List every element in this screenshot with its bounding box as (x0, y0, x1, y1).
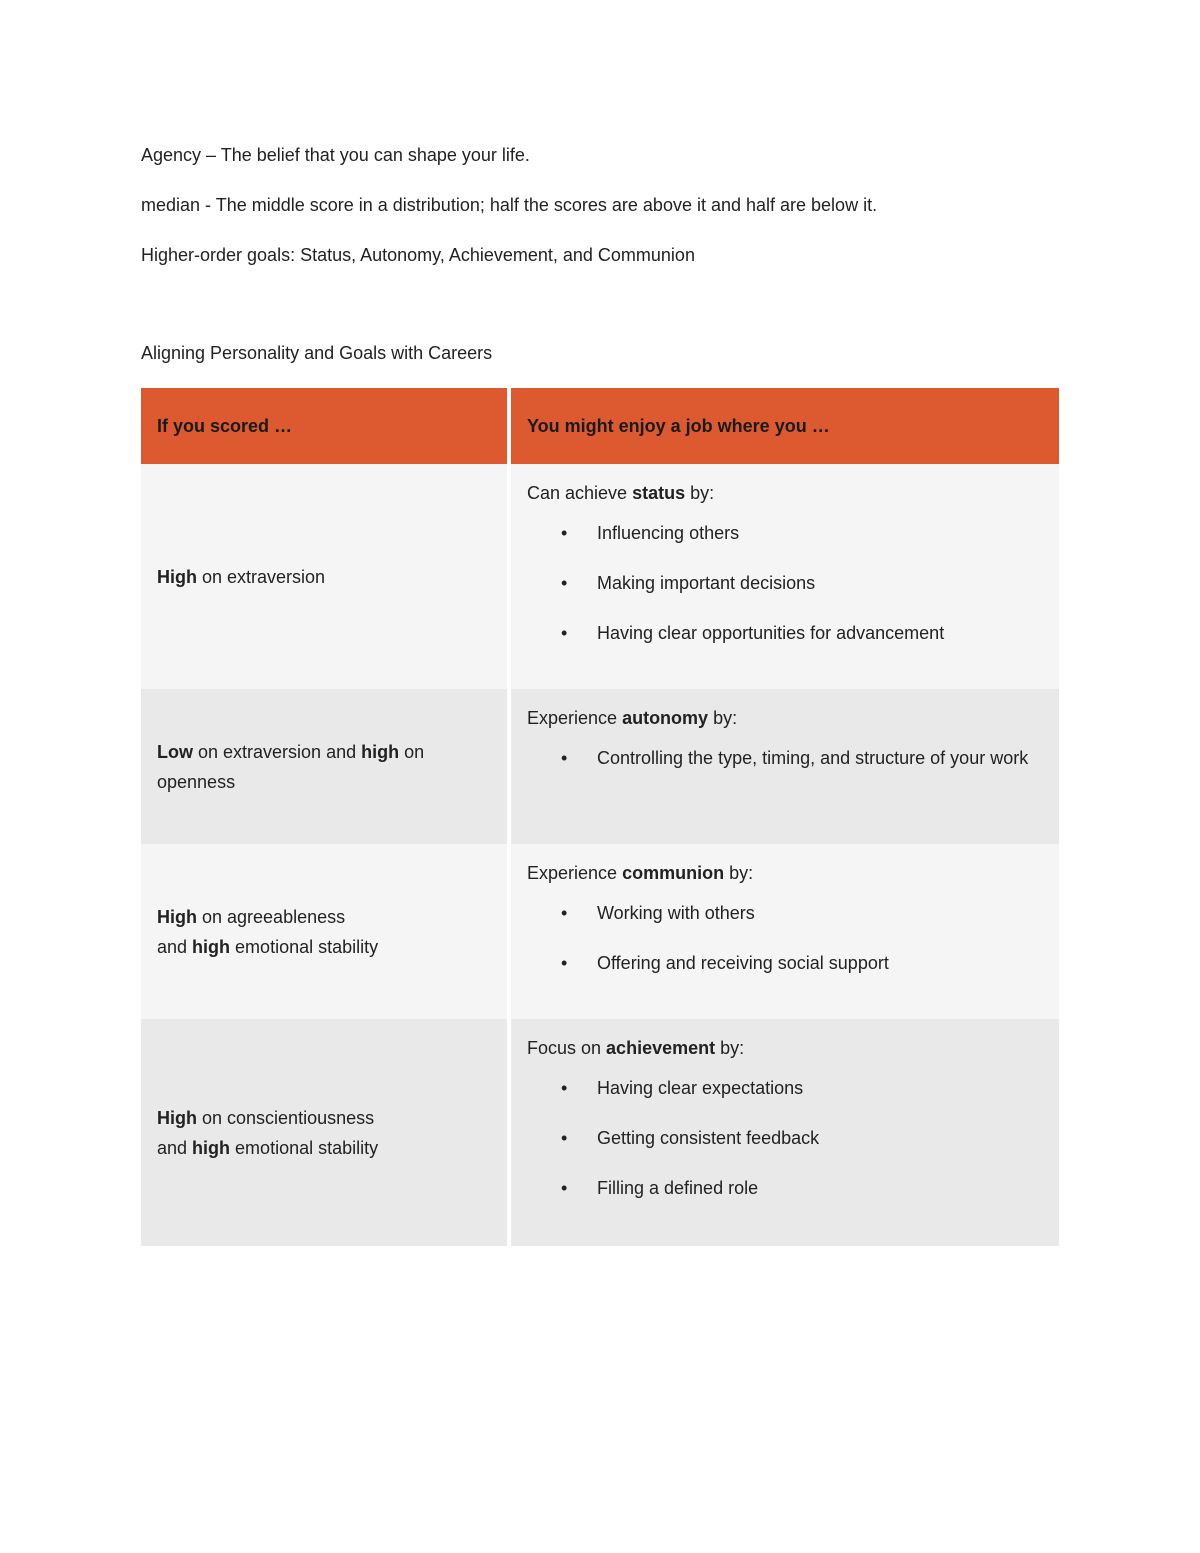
definition-median: median - The middle score in a distribution; half the scores are above it and half are below it. (141, 195, 878, 215)
list-item-text: Having clear expectations (597, 1078, 804, 1098)
list-item (527, 898, 1043, 928)
bullet-list (527, 1073, 1043, 1203)
bullet-list (527, 743, 1043, 773)
list-item-text: Influencing others (597, 523, 740, 543)
goal-name: status (632, 483, 686, 503)
list-item (527, 518, 1043, 548)
score-trait: on conscientiousness (197, 1107, 375, 1128)
table-row (141, 689, 1059, 844)
bullet-list (527, 898, 1043, 978)
list-item-text: Making important decisions (597, 573, 816, 593)
score-line (157, 902, 378, 932)
goal-lead (527, 478, 1043, 508)
definition-agency: Agency – The belief that you can shape your life. (141, 145, 530, 165)
score-connector: and (157, 936, 193, 957)
goal-lead (527, 703, 1043, 733)
bullet-icon: • (561, 1128, 568, 1148)
score-text (157, 902, 378, 962)
list-item (527, 1173, 1043, 1203)
bullet-icon: • (561, 1078, 568, 1098)
score-trait: emotional stability (230, 936, 379, 957)
list-item (527, 743, 1043, 773)
score-connector: and (157, 1137, 193, 1158)
list-item-text: Controlling the type, timing, and structure of your work (597, 748, 1029, 768)
bullet-list (527, 518, 1043, 648)
list-item-text: Working with others (597, 903, 755, 923)
score-emphasis: High (157, 566, 197, 587)
table-row (141, 1019, 1059, 1246)
score-trait: on extraversion (197, 566, 326, 587)
goal-lead-prefix: Experience (527, 708, 623, 728)
career-alignment-table (141, 388, 1059, 1246)
score-trait: on extraversion and (193, 741, 362, 762)
table-header-row (141, 388, 1059, 464)
bullet-icon: • (561, 623, 568, 643)
score-line (157, 1133, 378, 1163)
score-emphasis: high (192, 936, 231, 957)
goal-name: communion (622, 863, 725, 883)
goal-lead-prefix: Can achieve (527, 483, 633, 503)
goal-lead-suffix: by: (685, 483, 715, 503)
score-cell (141, 1019, 507, 1246)
list-item-text: Having clear opportunities for advancement (597, 623, 945, 643)
score-trait: on agreeableness (197, 906, 346, 927)
score-line (157, 1103, 378, 1133)
list-item (527, 1073, 1043, 1103)
score-text (157, 737, 491, 797)
score-text (157, 562, 325, 592)
bullet-icon: • (561, 903, 568, 923)
bullet-icon: • (561, 573, 568, 593)
list-item-text: Offering and receiving social support (597, 953, 889, 973)
goal-lead-prefix: Focus on (527, 1038, 607, 1058)
score-emphasis: High (157, 906, 197, 927)
spacer (141, 290, 1059, 338)
table-row (141, 464, 1059, 689)
goal-lead-suffix: by: (724, 863, 754, 883)
goal-name: achievement (606, 1038, 716, 1058)
job-cell (511, 1019, 1059, 1246)
bullet-icon: • (561, 953, 568, 973)
goal-lead (527, 858, 1043, 888)
definition-higher-order-goals: Higher-order goals: Status, Autonomy, Achievement, and Communion (141, 245, 695, 265)
job-cell (511, 844, 1059, 1019)
goal-lead (527, 1033, 1043, 1063)
score-emphasis: high (361, 741, 400, 762)
score-trait: on openness (157, 741, 425, 792)
list-item-text: Filling a defined role (597, 1178, 759, 1198)
list-item (527, 1123, 1043, 1153)
bullet-icon: • (561, 523, 568, 543)
score-cell (141, 844, 507, 1019)
list-item (527, 618, 1043, 648)
score-cell (141, 689, 507, 844)
goal-lead-suffix: by: (708, 708, 738, 728)
job-cell (511, 464, 1059, 689)
goal-lead-suffix: by: (715, 1038, 745, 1058)
list-item (527, 948, 1043, 978)
job-cell (511, 689, 1059, 844)
goal-name: autonomy (622, 708, 709, 728)
header-cell-score: If you scored … (141, 388, 507, 464)
bullet-icon: • (561, 1178, 568, 1198)
list-item (527, 568, 1043, 598)
score-text (157, 1103, 378, 1163)
score-line (157, 932, 378, 962)
score-emphasis: High (157, 1107, 197, 1128)
header-cell-job: You might enjoy a job where you … (511, 388, 1059, 464)
score-trait: emotional stability (230, 1137, 379, 1158)
bullet-icon: • (561, 748, 568, 768)
document-page (141, 140, 1059, 1246)
table-title: Aligning Personality and Goals with Careers (141, 343, 493, 363)
list-item-text: Getting consistent feedback (597, 1128, 820, 1148)
table-row (141, 844, 1059, 1019)
score-cell (141, 464, 507, 689)
score-emphasis: Low (157, 741, 193, 762)
score-emphasis: high (192, 1137, 231, 1158)
goal-lead-prefix: Experience (527, 863, 623, 883)
